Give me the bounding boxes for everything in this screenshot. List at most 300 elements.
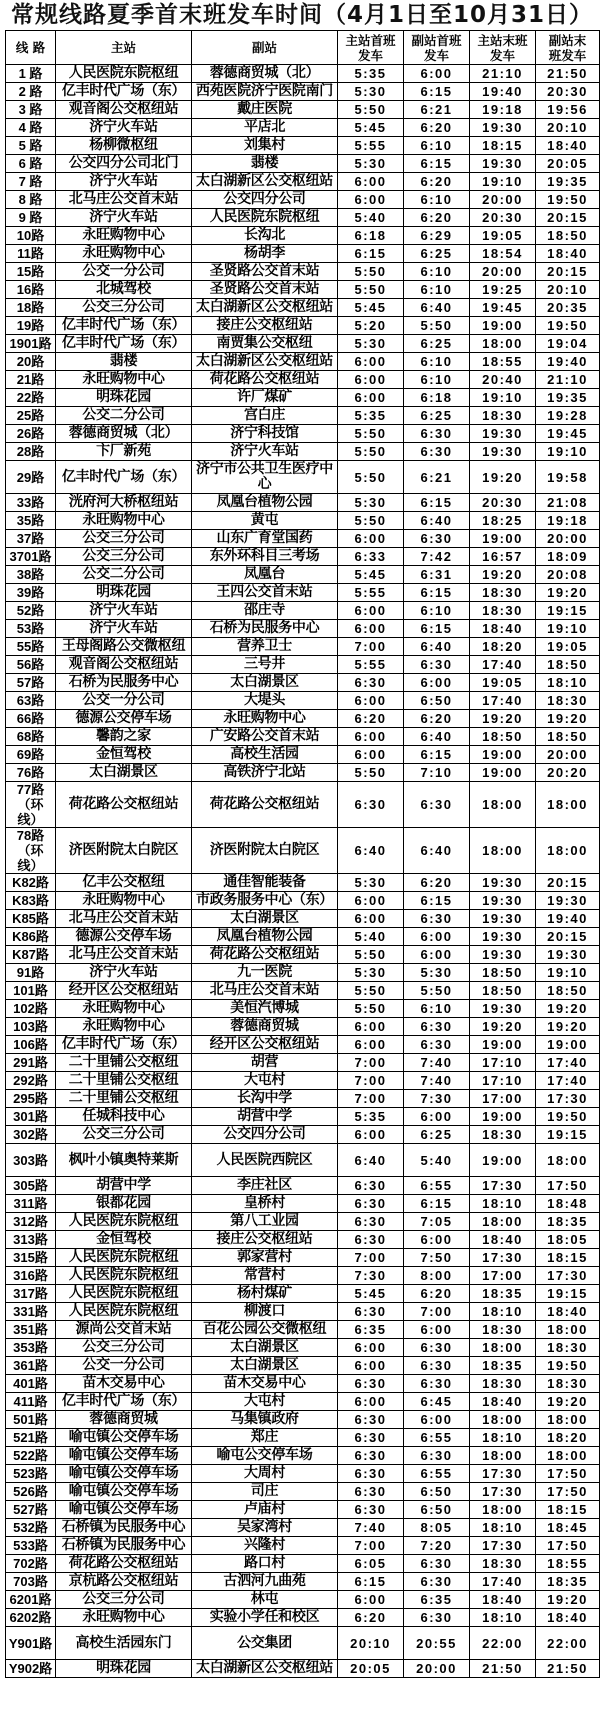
main-first-departure-cell: 5:30 — [338, 155, 404, 173]
main-first-departure-cell: 6:00 — [338, 910, 404, 928]
route-cell: 56路 — [6, 656, 56, 674]
sub-station-cell: 通佳智能装备 — [192, 874, 338, 892]
sub-last-departure-cell: 20:15 — [536, 263, 600, 281]
sub-last-departure-cell: 17:50 — [536, 1177, 600, 1195]
main-last-departure-cell: 18:10 — [470, 1195, 536, 1213]
sub-last-departure-cell: 19:05 — [536, 638, 600, 656]
route-cell: 21路 — [6, 371, 56, 389]
sub-station-cell: 太白湖景区 — [192, 910, 338, 928]
sub-last-departure-cell: 18:35 — [536, 1573, 600, 1591]
sub-station-cell: 西苑医院济宁医院南门 — [192, 83, 338, 101]
main-station-cell: 洸府河大桥枢纽站 — [56, 494, 192, 512]
route-cell: 55路 — [6, 638, 56, 656]
route-cell: K86路 — [6, 928, 56, 946]
main-first-departure-cell: 7:00 — [338, 1072, 404, 1090]
sub-last-departure-cell: 18:00 — [536, 1144, 600, 1177]
main-first-departure-cell: 7:00 — [338, 1249, 404, 1267]
table-row — [6, 1303, 600, 1321]
main-station-cell: 公交四分公司北门 — [56, 155, 192, 173]
sub-last-departure-cell: 18:50 — [536, 656, 600, 674]
sub-station-cell: 太白湖景区 — [192, 1357, 338, 1375]
main-station-cell: 人民医院东院枢纽 — [56, 65, 192, 83]
main-last-departure-cell: 19:00 — [470, 1144, 536, 1177]
main-station-cell: 金恒驾校 — [56, 1231, 192, 1249]
main-first-departure-cell: 6:00 — [338, 371, 404, 389]
sub-station-cell: 凤凰台 — [192, 566, 338, 584]
sub-first-departure-cell: 20:00 — [404, 1660, 470, 1678]
table-row — [6, 910, 600, 928]
route-cell: 38路 — [6, 566, 56, 584]
main-first-departure-cell: 6:00 — [338, 389, 404, 407]
main-station-cell: 蓉德商贸城 — [56, 1411, 192, 1429]
table-row — [6, 353, 600, 371]
sub-last-departure-cell: 19:15 — [536, 1126, 600, 1144]
route-cell: 33路 — [6, 494, 56, 512]
main-last-departure-cell: 19:30 — [470, 928, 536, 946]
sub-first-departure-cell: 6:30 — [404, 1357, 470, 1375]
main-last-departure-cell: 21:50 — [470, 1660, 536, 1678]
sub-station-cell: 大屯村 — [192, 1072, 338, 1090]
sub-first-departure-cell: 6:15 — [404, 494, 470, 512]
sub-last-departure-cell: 21:50 — [536, 1660, 600, 1678]
sub-station-cell: 太白湖新区公交枢纽站 — [192, 1660, 338, 1678]
route-cell: 57路 — [6, 674, 56, 692]
table-row — [6, 828, 600, 874]
route-cell: Y901路 — [6, 1627, 56, 1660]
table-row — [6, 874, 600, 892]
sub-first-departure-cell: 6:50 — [404, 692, 470, 710]
main-station-cell: 德源公交停车场 — [56, 710, 192, 728]
sub-station-cell: 永旺购物中心 — [192, 710, 338, 728]
sub-first-departure-cell: 8:00 — [404, 1267, 470, 1285]
main-last-departure-cell: 17:10 — [470, 1072, 536, 1090]
route-cell: 312路 — [6, 1213, 56, 1231]
sub-station-cell: 王四公交首末站 — [192, 584, 338, 602]
main-station-cell: 公交三分公司 — [56, 530, 192, 548]
table-row — [6, 928, 600, 946]
route-cell: 28路 — [6, 443, 56, 461]
main-first-departure-cell: 6:30 — [338, 782, 404, 828]
table-row — [6, 1195, 600, 1213]
sub-last-departure-cell: 20:20 — [536, 764, 600, 782]
main-last-departure-cell: 19:10 — [470, 173, 536, 191]
main-last-departure-cell: 18:40 — [470, 1591, 536, 1609]
sub-station-cell: 大周村 — [192, 1465, 338, 1483]
sub-station-cell: 九一医院 — [192, 964, 338, 982]
table-row — [6, 1177, 600, 1195]
route-cell: 22路 — [6, 389, 56, 407]
route-cell: 52路 — [6, 602, 56, 620]
sub-first-departure-cell: 6:10 — [404, 281, 470, 299]
main-last-departure-cell: 18:30 — [470, 584, 536, 602]
table-row — [6, 584, 600, 602]
main-first-departure-cell: 6:30 — [338, 1195, 404, 1213]
route-cell: 9 路 — [6, 209, 56, 227]
main-last-departure-cell: 19:30 — [470, 946, 536, 964]
header-sub-last-departure: 副站末班发车 — [536, 31, 600, 65]
main-last-departure-cell: 19:00 — [470, 530, 536, 548]
table-row — [6, 1072, 600, 1090]
header-main-first-departure: 主站首班发车 — [338, 31, 404, 65]
main-first-departure-cell: 5:50 — [338, 764, 404, 782]
sub-station-cell: 美恒汽博城 — [192, 1000, 338, 1018]
table-row — [6, 1660, 600, 1678]
main-first-departure-cell: 6:30 — [338, 1231, 404, 1249]
sub-station-cell: 胡营 — [192, 1054, 338, 1072]
sub-first-departure-cell: 6:10 — [404, 1000, 470, 1018]
main-station-cell: 济宁火车站 — [56, 119, 192, 137]
sub-first-departure-cell: 7:05 — [404, 1213, 470, 1231]
sub-last-departure-cell: 18:09 — [536, 548, 600, 566]
main-first-departure-cell: 7:00 — [338, 1090, 404, 1108]
sub-last-departure-cell: 20:08 — [536, 566, 600, 584]
sub-first-departure-cell: 6:29 — [404, 227, 470, 245]
sub-first-departure-cell: 6:00 — [404, 1321, 470, 1339]
main-first-departure-cell: 6:15 — [338, 245, 404, 263]
main-first-departure-cell: 5:50 — [338, 425, 404, 443]
main-last-departure-cell: 19:00 — [470, 746, 536, 764]
main-station-cell: 济医附院太白院区 — [56, 828, 192, 874]
table-row — [6, 1357, 600, 1375]
table-row — [6, 1339, 600, 1357]
sub-first-departure-cell: 6:20 — [404, 1285, 470, 1303]
route-cell: 292路 — [6, 1072, 56, 1090]
main-station-cell: 公交三分公司 — [56, 548, 192, 566]
sub-last-departure-cell: 19:45 — [536, 425, 600, 443]
main-last-departure-cell: 17:40 — [470, 656, 536, 674]
route-cell: 103路 — [6, 1018, 56, 1036]
main-last-departure-cell: 19:18 — [470, 101, 536, 119]
table-row — [6, 674, 600, 692]
sub-station-cell: 皇桥村 — [192, 1195, 338, 1213]
main-station-cell: 卞厂新苑 — [56, 443, 192, 461]
route-cell: 361路 — [6, 1357, 56, 1375]
table-row — [6, 1609, 600, 1627]
table-row — [6, 1108, 600, 1126]
sub-last-departure-cell: 18:50 — [536, 728, 600, 746]
main-station-cell: 人民医院东院枢纽 — [56, 1249, 192, 1267]
main-first-departure-cell: 6:00 — [338, 746, 404, 764]
sub-first-departure-cell: 6:20 — [404, 119, 470, 137]
sub-last-departure-cell: 19:58 — [536, 461, 600, 494]
table-row — [6, 1090, 600, 1108]
main-last-departure-cell: 18:55 — [470, 353, 536, 371]
main-first-departure-cell: 6:15 — [338, 1573, 404, 1591]
route-cell: 1 路 — [6, 65, 56, 83]
sub-first-departure-cell: 6:30 — [404, 443, 470, 461]
main-station-cell: 永旺购物中心 — [56, 227, 192, 245]
route-cell: 526路 — [6, 1483, 56, 1501]
main-station-cell: 北马庄公交首末站 — [56, 910, 192, 928]
route-cell: 351路 — [6, 1321, 56, 1339]
main-first-departure-cell: 6:05 — [338, 1555, 404, 1573]
sub-last-departure-cell: 18:45 — [536, 1519, 600, 1537]
sub-first-departure-cell: 7:40 — [404, 1054, 470, 1072]
table-body — [6, 65, 600, 1678]
main-first-departure-cell: 5:50 — [338, 443, 404, 461]
main-station-cell: 济宁火车站 — [56, 964, 192, 982]
main-first-departure-cell: 5:55 — [338, 656, 404, 674]
sub-station-cell: 宫白庄 — [192, 407, 338, 425]
route-cell: 101路 — [6, 982, 56, 1000]
sub-first-departure-cell: 6:30 — [404, 425, 470, 443]
route-cell: 15路 — [6, 263, 56, 281]
table-row — [6, 227, 600, 245]
table-row — [6, 746, 600, 764]
sub-first-departure-cell: 6:30 — [404, 1375, 470, 1393]
sub-last-departure-cell: 18:30 — [536, 1339, 600, 1357]
sub-station-cell: 太白湖新区公交枢纽站 — [192, 299, 338, 317]
sub-station-cell: 市政务服务中心（东） — [192, 892, 338, 910]
route-cell: 5 路 — [6, 137, 56, 155]
main-last-departure-cell: 18:00 — [470, 828, 536, 874]
sub-first-departure-cell: 6:25 — [404, 335, 470, 353]
main-station-cell: 济宁火车站 — [56, 173, 192, 191]
table-row — [6, 964, 600, 982]
sub-first-departure-cell: 6:15 — [404, 620, 470, 638]
sub-last-departure-cell: 18:00 — [536, 1321, 600, 1339]
main-station-cell: 公交三分公司 — [56, 299, 192, 317]
sub-first-departure-cell: 6:15 — [404, 584, 470, 602]
sub-station-cell: 黄屯 — [192, 512, 338, 530]
route-cell: K83路 — [6, 892, 56, 910]
sub-first-departure-cell: 6:30 — [404, 910, 470, 928]
route-cell: 315路 — [6, 1249, 56, 1267]
table-row — [6, 638, 600, 656]
main-station-cell: 喻屯镇公交停车场 — [56, 1429, 192, 1447]
table-row — [6, 1375, 600, 1393]
main-last-departure-cell: 18:00 — [470, 335, 536, 353]
main-last-departure-cell: 18:30 — [470, 1555, 536, 1573]
main-last-departure-cell: 18:40 — [470, 1231, 536, 1249]
schedule-table — [5, 30, 600, 1678]
sub-first-departure-cell: 20:55 — [404, 1627, 470, 1660]
sub-last-departure-cell: 18:05 — [536, 1231, 600, 1249]
sub-station-cell: 喻屯公交停车场 — [192, 1447, 338, 1465]
table-row — [6, 764, 600, 782]
table-row — [6, 1054, 600, 1072]
sub-station-cell: 高铁济宁北站 — [192, 764, 338, 782]
main-first-departure-cell: 6:30 — [338, 1501, 404, 1519]
main-first-departure-cell: 6:30 — [338, 1483, 404, 1501]
main-last-departure-cell: 18:30 — [470, 602, 536, 620]
main-first-departure-cell: 5:20 — [338, 317, 404, 335]
sub-first-departure-cell: 6:30 — [404, 656, 470, 674]
sub-first-departure-cell: 6:10 — [404, 353, 470, 371]
sub-first-departure-cell: 7:50 — [404, 1249, 470, 1267]
main-last-departure-cell: 19:30 — [470, 910, 536, 928]
route-cell: 68路 — [6, 728, 56, 746]
main-last-departure-cell: 17:30 — [470, 1483, 536, 1501]
sub-last-departure-cell: 18:40 — [536, 137, 600, 155]
sub-station-cell: 济宁科技馆 — [192, 425, 338, 443]
route-cell: 39路 — [6, 584, 56, 602]
sub-last-departure-cell: 18:00 — [536, 1411, 600, 1429]
main-station-cell: 荷花路公交枢纽站 — [56, 1555, 192, 1573]
route-cell: 303路 — [6, 1144, 56, 1177]
sub-first-departure-cell: 6:00 — [404, 928, 470, 946]
sub-last-departure-cell: 19:20 — [536, 584, 600, 602]
sub-last-departure-cell: 22:00 — [536, 1627, 600, 1660]
route-cell: 77路（环线） — [6, 782, 56, 828]
sub-last-departure-cell: 18:35 — [536, 1213, 600, 1231]
main-last-departure-cell: 18:00 — [470, 1447, 536, 1465]
route-cell: 16路 — [6, 281, 56, 299]
sub-station-cell: 郑庄 — [192, 1429, 338, 1447]
main-station-cell: 公交一分公司 — [56, 1357, 192, 1375]
main-station-cell: 公交三分公司 — [56, 1591, 192, 1609]
sub-station-cell: 荷花路公交枢纽站 — [192, 371, 338, 389]
table-row — [6, 407, 600, 425]
main-last-departure-cell: 22:00 — [470, 1627, 536, 1660]
table-row — [6, 1591, 600, 1609]
sub-station-cell: 凤凰台植物公园 — [192, 928, 338, 946]
main-last-departure-cell: 19:30 — [470, 1000, 536, 1018]
main-station-cell: 京杭路公交枢纽站 — [56, 1573, 192, 1591]
route-cell: 527路 — [6, 1501, 56, 1519]
sub-station-cell: 太白湖新区公交枢纽站 — [192, 353, 338, 371]
table-row — [6, 512, 600, 530]
route-cell: 3701路 — [6, 548, 56, 566]
main-station-cell: 永旺购物中心 — [56, 371, 192, 389]
main-last-departure-cell: 19:20 — [470, 566, 536, 584]
main-first-departure-cell: 5:50 — [338, 946, 404, 964]
sub-first-departure-cell: 6:40 — [404, 638, 470, 656]
main-first-departure-cell: 6:18 — [338, 227, 404, 245]
route-cell: 316路 — [6, 1267, 56, 1285]
main-station-cell: 亿丰时代广场（东） — [56, 1393, 192, 1411]
route-cell: 522路 — [6, 1447, 56, 1465]
main-last-departure-cell: 17:30 — [470, 1465, 536, 1483]
sub-last-departure-cell: 20:10 — [536, 119, 600, 137]
main-station-cell: 人民医院东院枢纽 — [56, 1285, 192, 1303]
main-last-departure-cell: 18:40 — [470, 1393, 536, 1411]
sub-station-cell: 营养卫士 — [192, 638, 338, 656]
main-station-cell: 亿丰时代广场（东） — [56, 83, 192, 101]
sub-first-departure-cell: 6:18 — [404, 389, 470, 407]
table-row — [6, 83, 600, 101]
route-cell: 6 路 — [6, 155, 56, 173]
table-row — [6, 892, 600, 910]
route-cell: 533路 — [6, 1537, 56, 1555]
table-row — [6, 335, 600, 353]
sub-last-departure-cell: 19:20 — [536, 1393, 600, 1411]
sub-last-departure-cell: 19:50 — [536, 191, 600, 209]
main-first-departure-cell: 6:30 — [338, 1213, 404, 1231]
main-first-departure-cell: 7:00 — [338, 1054, 404, 1072]
main-station-cell: 公交二分公司 — [56, 566, 192, 584]
sub-first-departure-cell: 6:30 — [404, 530, 470, 548]
main-station-cell: 翡楼 — [56, 353, 192, 371]
sub-station-cell: 实验小学任和校区 — [192, 1609, 338, 1627]
route-cell: 353路 — [6, 1339, 56, 1357]
sub-last-departure-cell: 21:10 — [536, 371, 600, 389]
table-row — [6, 209, 600, 227]
sub-last-departure-cell: 18:50 — [536, 227, 600, 245]
route-cell: 6201路 — [6, 1591, 56, 1609]
main-station-cell: 人民医院东院枢纽 — [56, 1267, 192, 1285]
table-row — [6, 1285, 600, 1303]
sub-station-cell: 古泗河九曲苑 — [192, 1573, 338, 1591]
route-cell: 53路 — [6, 620, 56, 638]
main-station-cell: 喻屯镇公交停车场 — [56, 1501, 192, 1519]
main-first-departure-cell: 6:40 — [338, 828, 404, 874]
sub-last-departure-cell: 19:30 — [536, 892, 600, 910]
sub-station-cell: 济宁市公共卫生医疗中心 — [192, 461, 338, 494]
sub-last-departure-cell: 20:05 — [536, 155, 600, 173]
main-first-departure-cell: 6:30 — [338, 1177, 404, 1195]
sub-last-departure-cell: 19:30 — [536, 946, 600, 964]
sub-first-departure-cell: 6:10 — [404, 191, 470, 209]
main-first-departure-cell: 7:40 — [338, 1519, 404, 1537]
sub-first-departure-cell: 6:50 — [404, 1501, 470, 1519]
main-first-departure-cell: 6:00 — [338, 173, 404, 191]
sub-first-departure-cell: 6:30 — [404, 1573, 470, 1591]
main-last-departure-cell: 18:30 — [470, 1126, 536, 1144]
table-row — [6, 389, 600, 407]
route-cell: 10路 — [6, 227, 56, 245]
main-first-departure-cell: 6:00 — [338, 602, 404, 620]
sub-station-cell: 圣贤路公交首末站 — [192, 263, 338, 281]
main-first-departure-cell: 5:35 — [338, 65, 404, 83]
main-first-departure-cell: 6:00 — [338, 1393, 404, 1411]
sub-first-departure-cell: 8:05 — [404, 1519, 470, 1537]
sub-last-departure-cell: 19:20 — [536, 1018, 600, 1036]
sub-station-cell: 北马庄公交首末站 — [192, 982, 338, 1000]
main-first-departure-cell: 6:00 — [338, 1339, 404, 1357]
sub-last-departure-cell: 20:10 — [536, 281, 600, 299]
sub-station-cell: 荷花路公交枢纽站 — [192, 782, 338, 828]
sub-last-departure-cell: 18:00 — [536, 828, 600, 874]
table-row — [6, 371, 600, 389]
main-first-departure-cell: 6:33 — [338, 548, 404, 566]
sub-last-departure-cell: 18:40 — [536, 245, 600, 263]
sub-station-cell: 路口村 — [192, 1555, 338, 1573]
main-station-cell: 喻屯镇公交停车场 — [56, 1447, 192, 1465]
main-last-departure-cell: 19:00 — [470, 317, 536, 335]
route-cell: 8 路 — [6, 191, 56, 209]
sub-last-departure-cell: 19:15 — [536, 602, 600, 620]
main-station-cell: 人民医院东院枢纽 — [56, 1213, 192, 1231]
sub-last-departure-cell: 18:50 — [536, 982, 600, 1000]
sub-last-departure-cell: 19:04 — [536, 335, 600, 353]
sub-station-cell: 胡营中学 — [192, 1108, 338, 1126]
main-last-departure-cell: 17:10 — [470, 1054, 536, 1072]
header-main-station: 主站 — [56, 31, 192, 65]
sub-station-cell: 济宁火车站 — [192, 443, 338, 461]
table-row — [6, 461, 600, 494]
route-cell: 703路 — [6, 1573, 56, 1591]
main-station-cell: 永旺购物中心 — [56, 245, 192, 263]
main-station-cell: 喻屯镇公交停车场 — [56, 1465, 192, 1483]
main-last-departure-cell: 18:00 — [470, 1411, 536, 1429]
sub-station-cell: 蓉德商贸城（北） — [192, 65, 338, 83]
table-row — [6, 1321, 600, 1339]
main-first-departure-cell: 6:30 — [338, 1447, 404, 1465]
main-first-departure-cell: 6:00 — [338, 728, 404, 746]
main-first-departure-cell: 5:45 — [338, 566, 404, 584]
sub-station-cell: 许厂煤矿 — [192, 389, 338, 407]
main-first-departure-cell: 5:40 — [338, 928, 404, 946]
sub-last-departure-cell: 17:40 — [536, 1072, 600, 1090]
main-last-departure-cell: 19:40 — [470, 83, 536, 101]
main-last-departure-cell: 20:30 — [470, 209, 536, 227]
main-station-cell: 银都花园 — [56, 1195, 192, 1213]
main-first-departure-cell: 6:00 — [338, 892, 404, 910]
sub-first-departure-cell: 6:40 — [404, 828, 470, 874]
sub-first-departure-cell: 5:40 — [404, 1144, 470, 1177]
sub-first-departure-cell: 6:30 — [404, 1447, 470, 1465]
